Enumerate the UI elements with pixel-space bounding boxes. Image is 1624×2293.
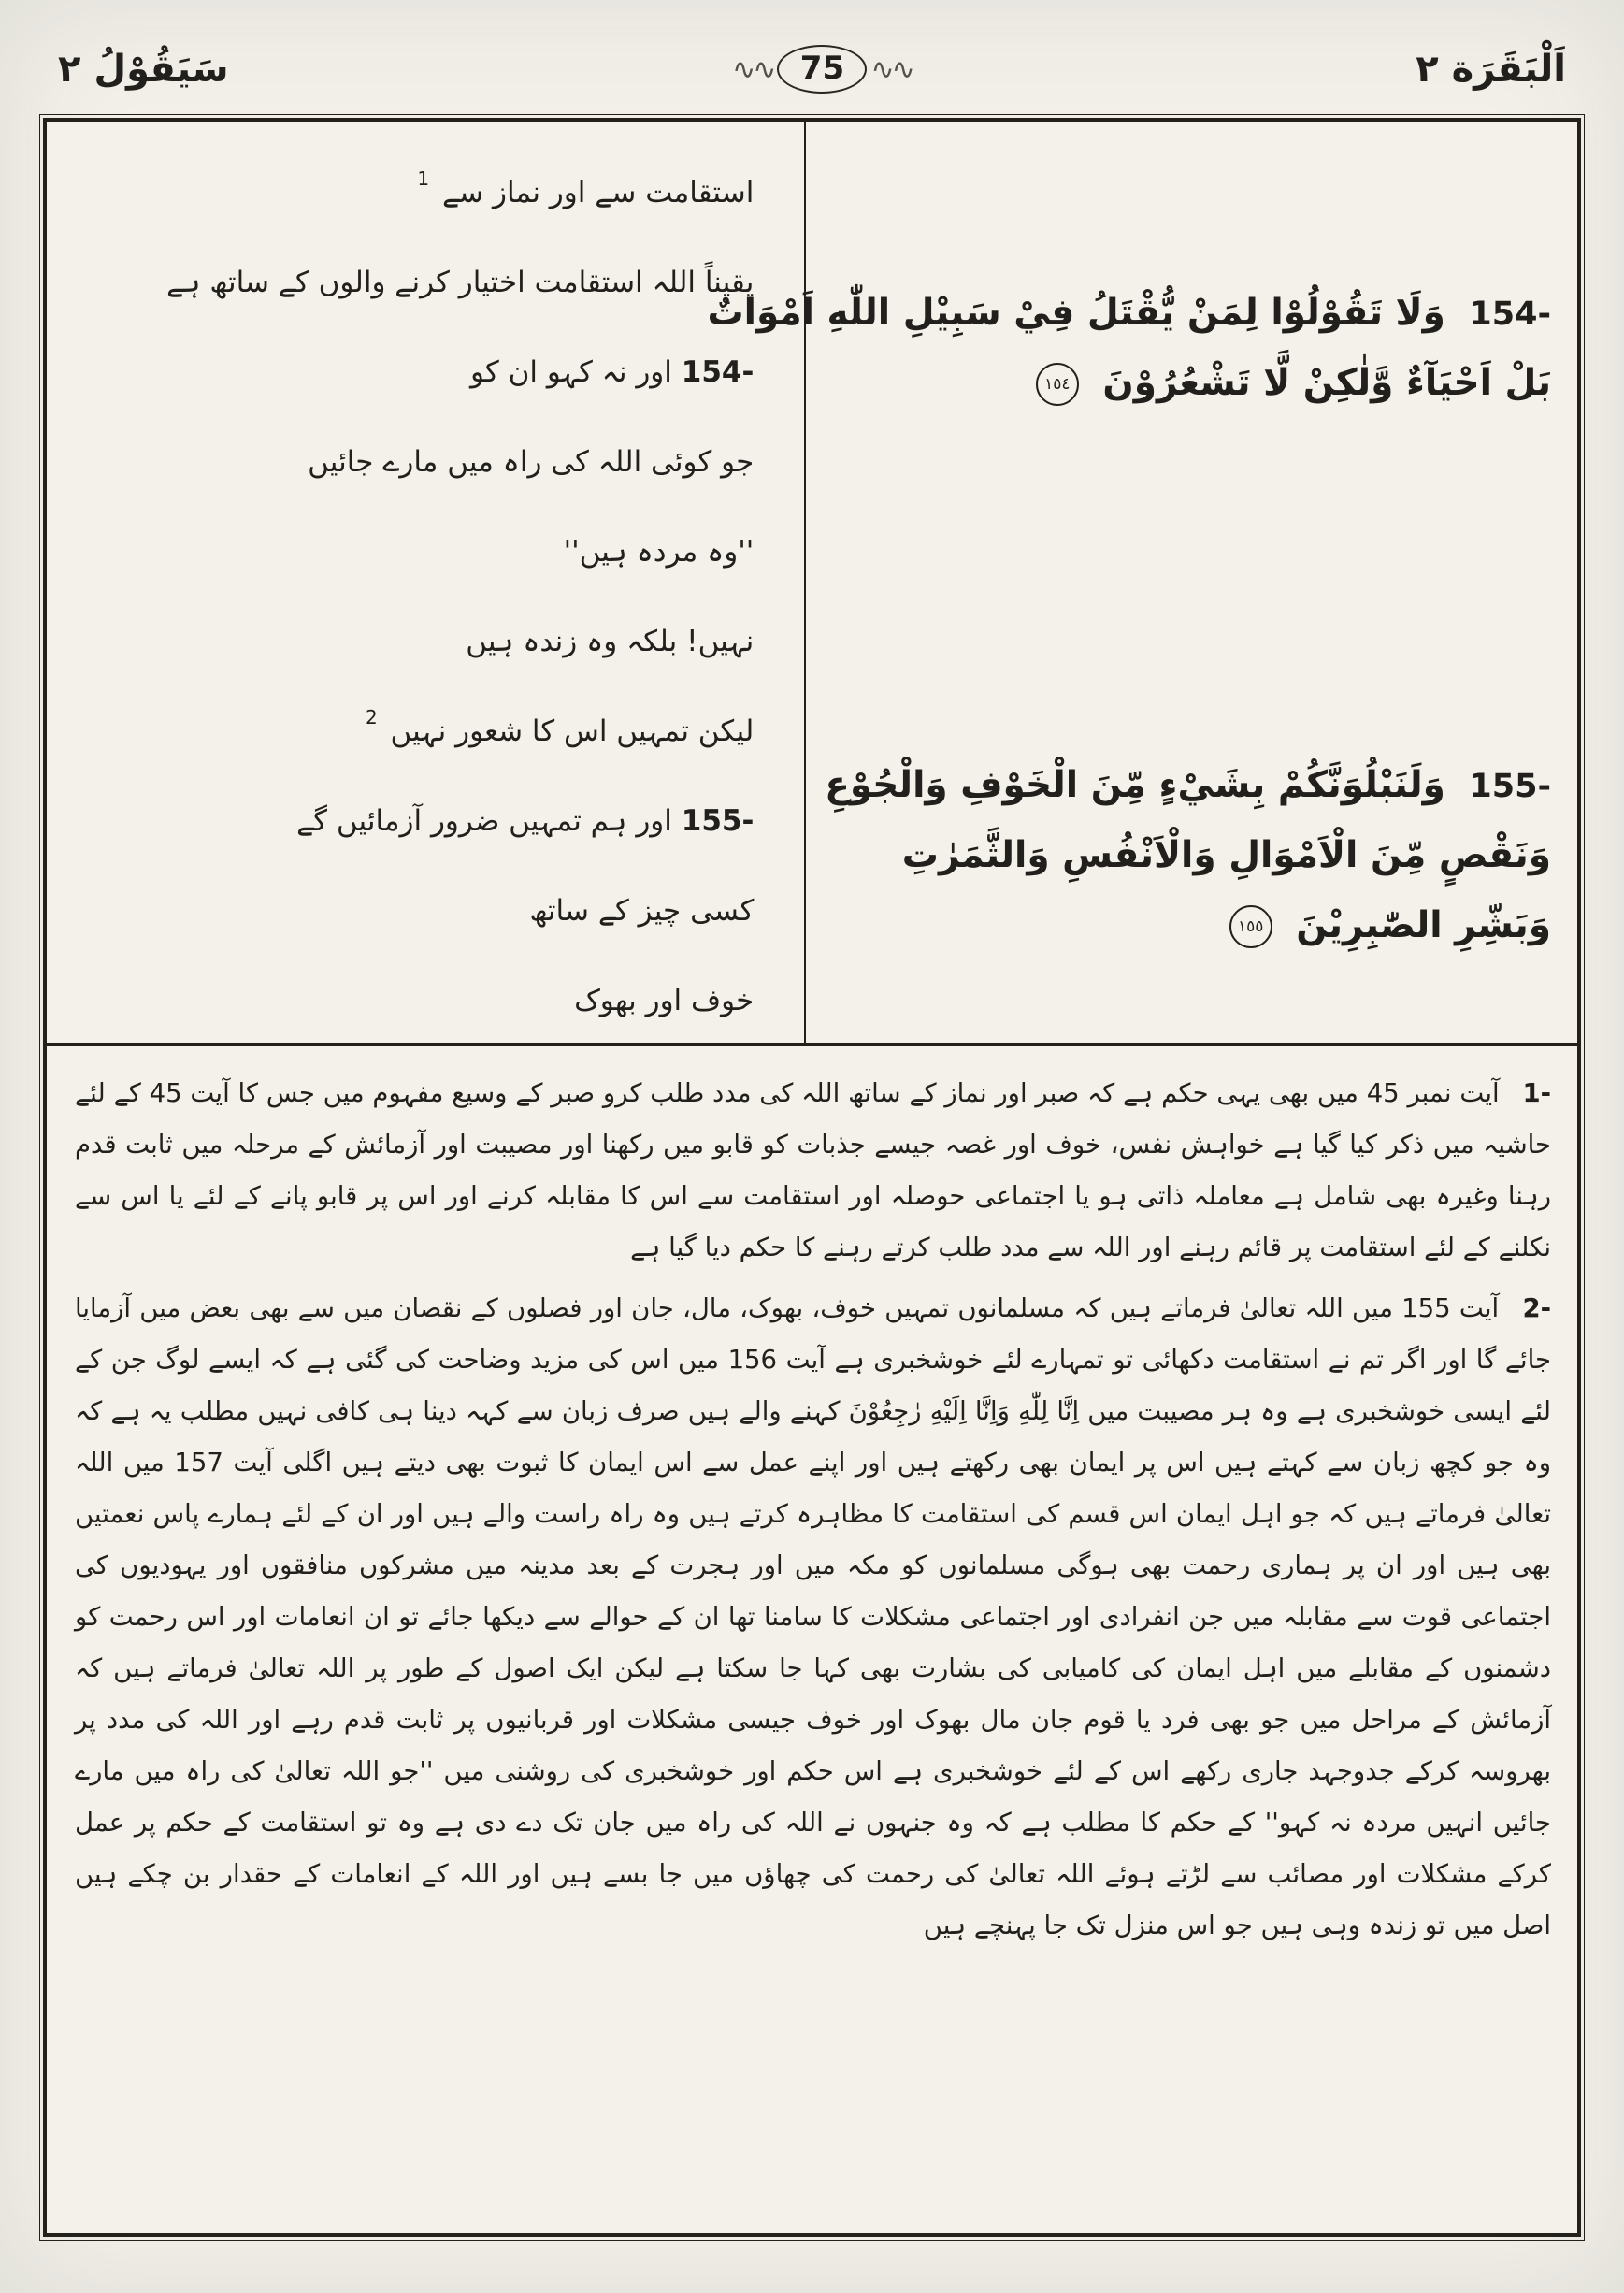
translation-verse-number: 155-	[681, 804, 755, 838]
ayah-end-marker: ١٥٤	[1036, 363, 1079, 406]
translation-line	[71, 327, 754, 417]
footnotes-section	[47, 1046, 1577, 2233]
surah-label: اَلْبَقَرَة ۲	[1416, 48, 1566, 91]
translation-line	[71, 597, 754, 686]
page-number-ornament	[732, 45, 913, 94]
verse-section	[47, 122, 1577, 1046]
translation-text: یقیناً اللہ استقامت اختیار کرنے والوں کے ساتھ ہے	[166, 266, 755, 299]
page-number: 75	[777, 45, 867, 94]
arabic-column	[707, 122, 1577, 1043]
verse-line	[823, 349, 1551, 419]
footnote-number: 2-	[1522, 1293, 1551, 1323]
arabic-text: بَلْ اَحْيَآءٌ وَّلٰكِنْ لَّا تَشْعُرُوْنَ	[1102, 361, 1551, 404]
footnote-reference: 2	[365, 706, 378, 728]
verse-line	[823, 821, 1551, 891]
translation-text: لیکن تمہیں اس کا شعور نہیں	[390, 714, 755, 748]
translation-text: اور ہم تمہیں ضرور آزمائیں گے	[296, 804, 672, 838]
translation-line	[71, 776, 754, 866]
translation-text: کسی چیز کے ساتھ	[529, 894, 755, 928]
translation-column	[47, 122, 804, 1043]
translation-line	[71, 417, 754, 507]
arabic-text: وَلَا تَقُوْلُوْا لِمَنْ يُّقْتَلُ فِيْ سَبِيْلِ اللّٰهِ اَمْوَاتٌ	[707, 292, 1445, 334]
arabic-text: وَبَشِّرِ الصّٰبِرِيْنَ	[1296, 903, 1551, 946]
ornament-flourish-icon: ∿∿	[870, 52, 913, 86]
translation-verse-number: 154-	[681, 355, 755, 389]
arabic-text: وَنَقْصٍ مِّنَ الْاَمْوَالِ وَالْاَنْفُسِ وَالثَّمَرٰتِ	[901, 833, 1551, 876]
verse-line	[823, 751, 1551, 821]
translation-line	[71, 148, 754, 238]
footnote-reference: 1	[417, 167, 430, 190]
translation-text: نہیں! بلکہ وہ زندہ ہیں	[466, 625, 755, 658]
ornament-flourish-icon: ∿∿	[732, 52, 774, 86]
footnote-number: 1-	[1522, 1078, 1551, 1108]
translation-text: جو کوئی اللہ کی راہ میں مارے جائیں	[308, 445, 755, 479]
verse-line	[707, 279, 1551, 349]
translation-text: خوف اور بھوک	[574, 984, 755, 1017]
verse-number: 154-	[1469, 296, 1551, 333]
verse-155	[823, 751, 1551, 961]
content-frame	[43, 118, 1581, 2237]
footnote-text: آیت 155 میں اللہ تعالیٰ فرماتے ہیں کہ مسلمانوں تمہیں خوف، بھوک، مال، جان اور فصلوں کے نقصان میں سے بھی بعض میں آزمایا جائے گا اور اگر تم نے استقامت دکھائی تو تمہارے لئے خوشخبری ہے آیت 156 میں اس کی مزید وضاحت کی گئی ہے کہ ایسے لوگ جن کے لئے ایسی خوشخبری ہے وہ ہر مصیبت میں اِنَّا لِلّٰهِ وَاِنَّا اِلَيْهِ رٰجِعُوْنَ کہنے والے ہیں صرف زبان سے کہہ دینا ہی کافی نہیں مطلب یہ ہے کہ وہ جو کچھ زبان سے کہتے ہیں اس پر ایمان بھی رکھتے ہیں اور اپنے عمل سے اس ایمان کا ثبوت بھی دیتے ہیں اگلی آیت 157 میں اللہ تعالیٰ فرماتے ہیں کہ جو اہل ایمان اس قسم کی استقامت کا مظاہرہ کرتے ہیں وہ راہ راست والے ہیں اور ان کے لئے ہمارے پاس نعمتیں بھی ہیں اور ان پر ہماری رحمت بھی ہوگی مسلمانوں کو مکہ میں اور ہجرت کے بعد مدینہ میں مشرکوں منافقوں اور یہودیوں کی اجتماعی قوت سے مقابلہ میں جن انفرادی اور اجتماعی مشکلات کا سامنا تھا ان کے حوالے سے دیکھا جائے تو ان انعامات اور اس رحمت کو دشمنوں کے مقابلے میں اہل ایمان کی کامیابی کی بشارت بھی کہا جا سکتا ہے لیکن ایک اصول کے طور پر اللہ تعالیٰ فرماتے ہیں کہ آزمائش کے مراحل میں جو بھی فرد یا قوم جان مال بھوک اور خوف جیسی مشکلات اور قربانیوں پر ثابت قدم رہے اور اللہ کی مدد پر بھروسہ کرکے جدوجہد جاری رکھے اس کے لئے خوشخبری ہے اس حکم اور خوشخبری کی روشنی میں ''جو اللہ تعالیٰ کی راہ میں مارے جائیں انہیں مردہ نہ کہو'' کے حکم کا مطلب ہے کہ وہ جنہوں نے اللہ کی راہ میں جان تک دے دی ہے وہ تو استقامت کے حکم پر عمل کرکے مشکلات اور مصائب سے لڑتے ہوئے اللہ تعالیٰ کی رحمت کی چھاؤں میں جا بسے ہیں اور اللہ کے انعامات کے حقدار بن چکے ہیں اصل میں تو زندہ وہی ہیں جو اس منزل تک جا پہنچے ہیں	[75, 1293, 1552, 1940]
footnote-1	[75, 1068, 1551, 1274]
verse-154	[707, 279, 1551, 419]
arabic-text: وَلَنَبْلُوَنَّكُمْ بِشَيْءٍ مِّنَ الْخَوْفِ وَالْجُوْعِ	[825, 763, 1445, 806]
translation-text: ''وہ مردہ ہیں''	[563, 535, 755, 569]
translation-text: استقامت سے اور نماز سے	[442, 176, 755, 209]
translation-line	[71, 507, 754, 597]
page-header	[43, 32, 1581, 118]
juz-label: سَيَقُوْلُ ۲	[58, 48, 229, 91]
translation-text: اور نہ کہو ان کو	[470, 355, 672, 389]
translation-line	[71, 686, 754, 776]
footnote-2	[75, 1283, 1551, 1952]
footnote-text: آیت نمبر 45 میں بھی یہی حکم ہے کہ صبر اور نماز کے ساتھ اللہ کی مدد طلب کرو صبر کے وسیع مفہوم میں جس کا آیت 45 کے لئے حاشیہ میں ذکر کیا گیا ہے خواہش نفس، خوف اور غصہ جیسے جذبات کو قابو میں رکھنا اور مصیبت اور آزمائش کے مرحلہ میں ثابت قدم رہنا وغیرہ بھی شامل ہے معاملہ ذاتی ہو یا اجتماعی حوصلہ اور استقامت سے اس کا مقابلہ کرنے اور اس پر قابو پانے کے لئے یا اس سے نکلنے کے لئے استقامت پر قائم رہنے اور اللہ سے مدد طلب کرتے رہنے کا حکم دیا گیا ہے	[75, 1078, 1551, 1262]
translation-line	[71, 956, 754, 1046]
translation-line	[71, 238, 754, 327]
translation-line	[71, 866, 754, 956]
ayah-end-marker: ١٥٥	[1229, 905, 1272, 948]
verse-line	[823, 891, 1551, 961]
verse-number: 155-	[1469, 767, 1551, 805]
